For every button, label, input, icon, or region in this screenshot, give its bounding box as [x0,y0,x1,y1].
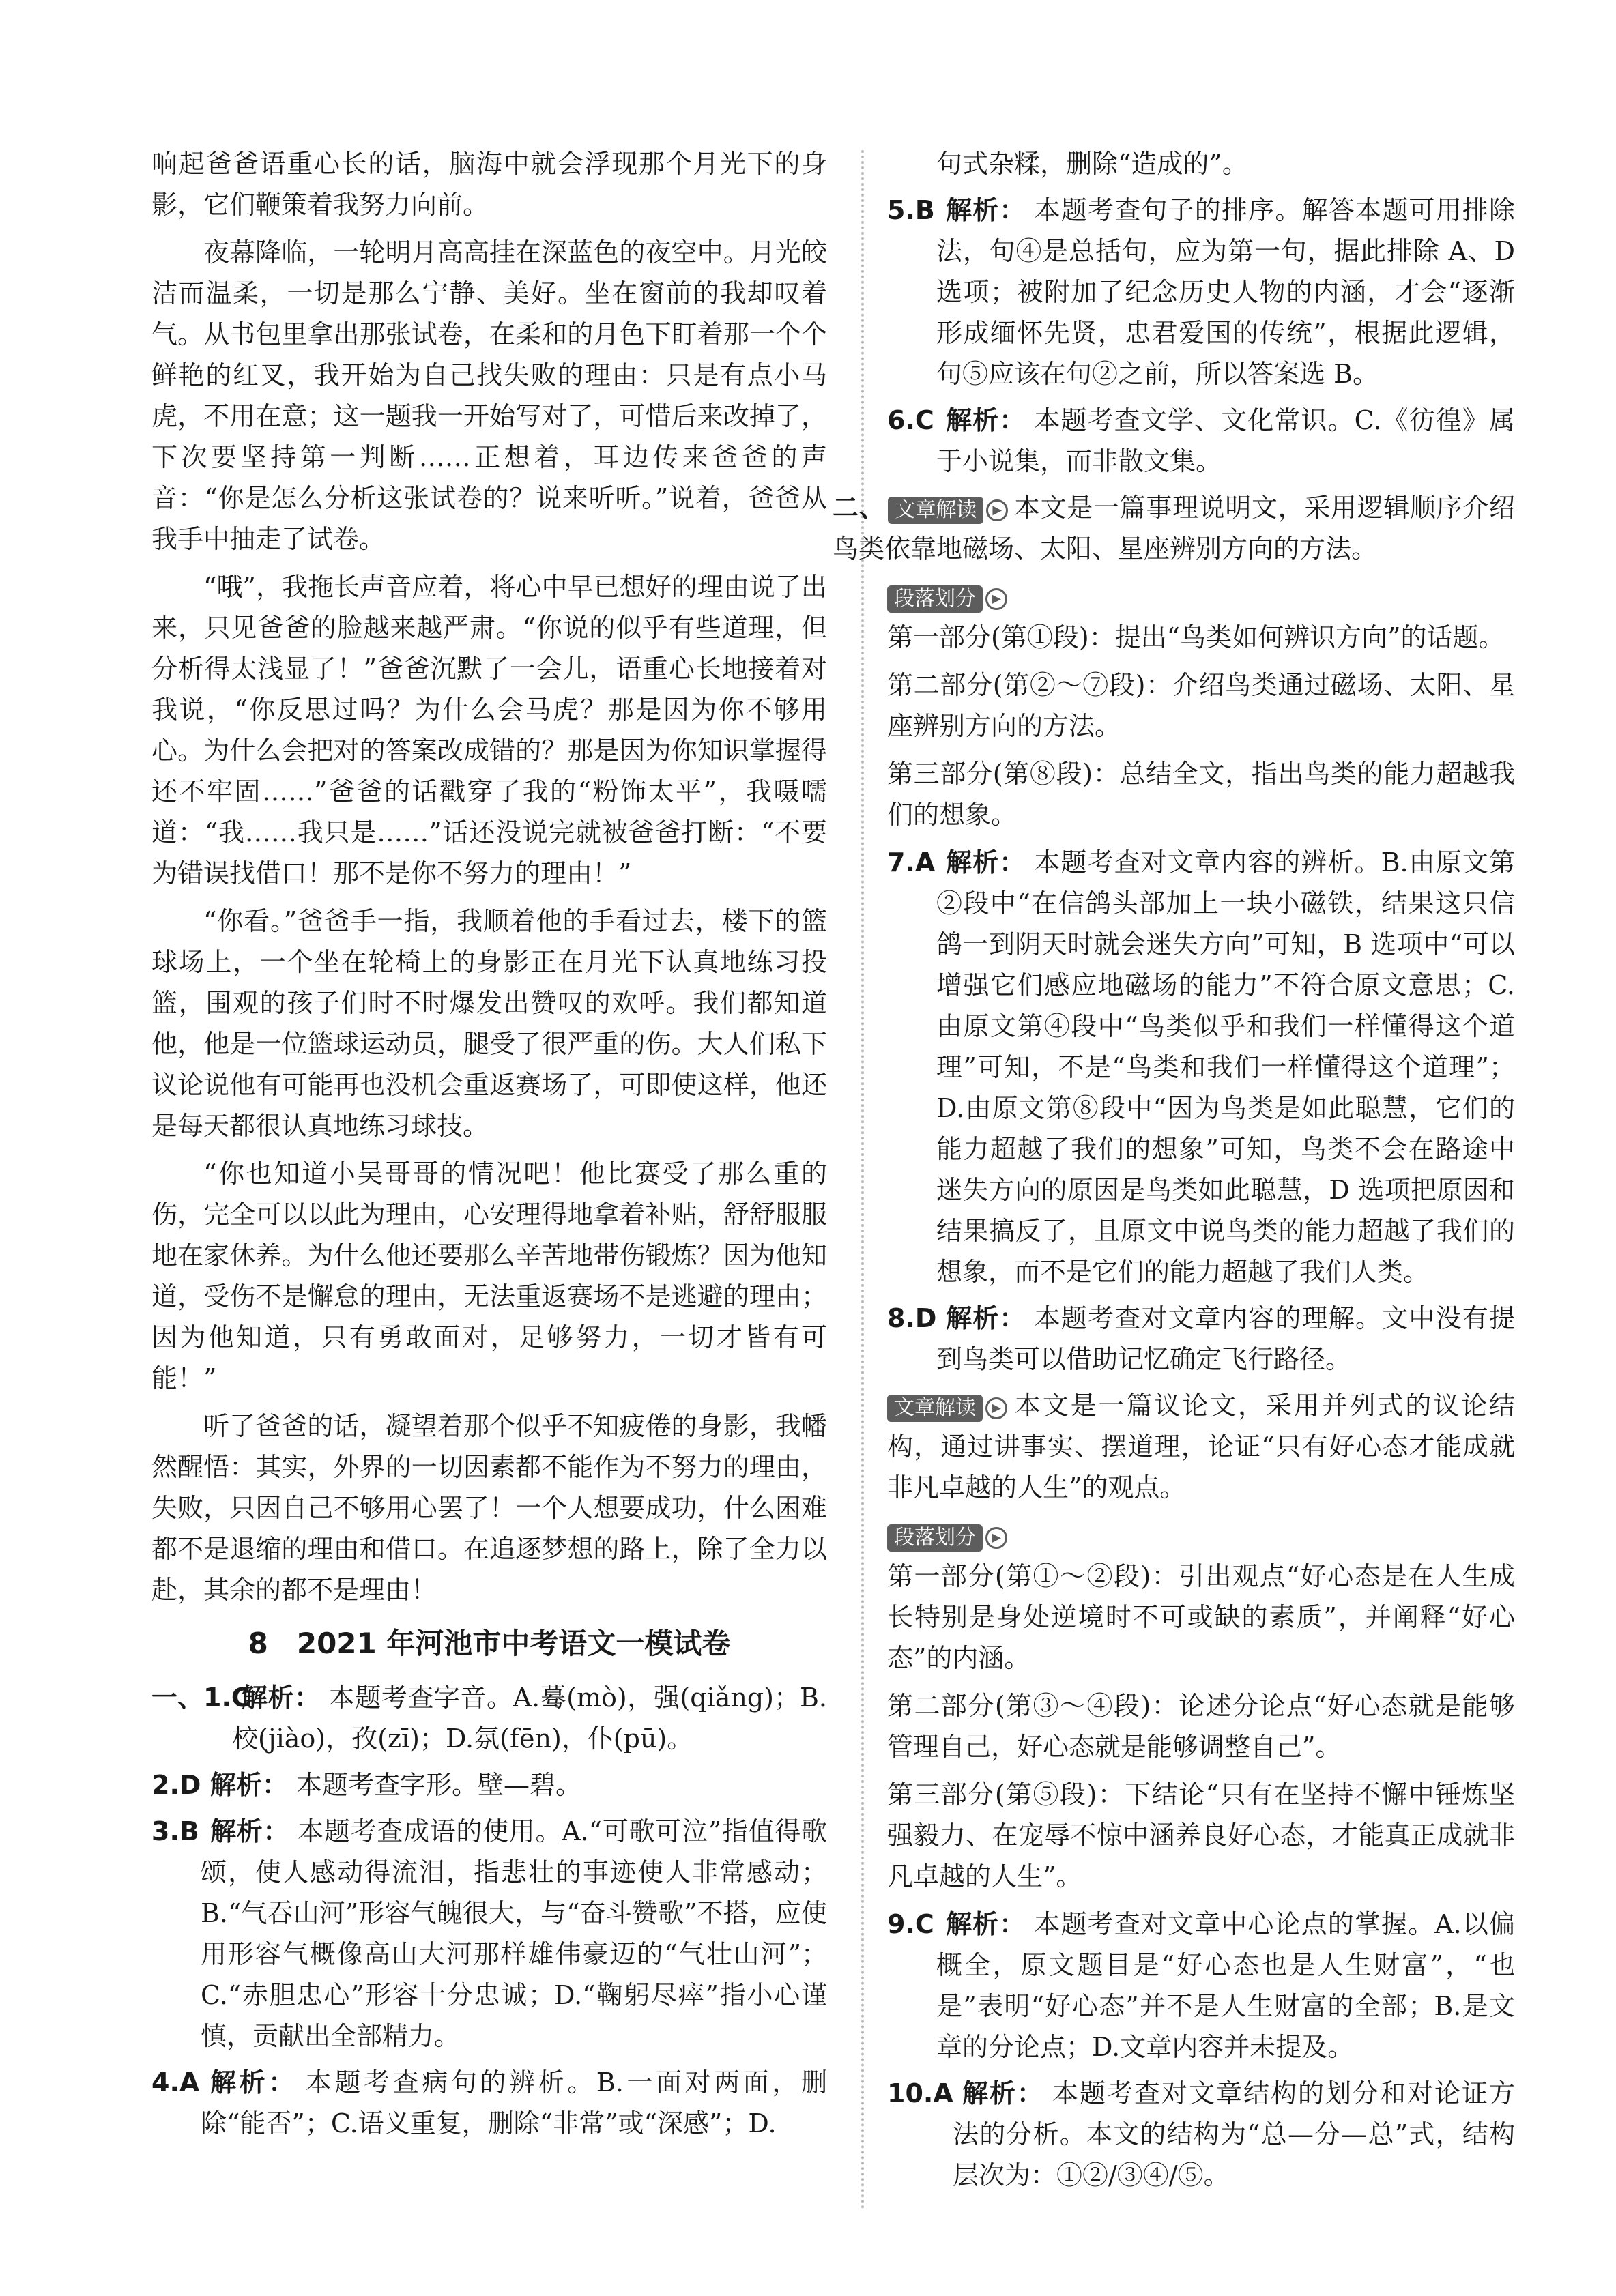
answer-text: 本题考查对文章内容的理解。文中没有提到鸟类可以借助记忆确定飞行路径。 [936,1303,1515,1374]
reading-intro-2 [887,1385,1515,1508]
part-item: 第三部分(第⑧段)：总结全文，指出鸟类的能力超越我们的想象。 [887,759,1515,830]
answer-text: 本题考查病句的辨析。B.一面对两面，删除“能否”；C.语义重复，删除“非常”或“深感”；D. [201,2067,827,2138]
circled-right-arrow-icon: ▶ [985,1397,1007,1419]
answer-q9 [887,1904,1515,2067]
story-paragraph-6: 听了爸爸的话，凝望着那个似乎不知疲倦的身影，我幡然醒悟：其实，外界的一切因素都不能作为不努力的理由，失败，只因自己不够用心罢了！一个人想要成功，什么困难都不是退缩的理由和借口。在追逐梦想的路上，除了全力以赴，其余的都不是理由！ [152,1411,827,1605]
answer-text: 本题考查成语的使用。A.“可歌可泣”指值得歌颂，使人感动得流泪，指悲壮的事迹使人非常感动；B.“气吞山河”形容气魄很大，与“奋斗赞歌”不搭，应使用形容气概像高山大河那样雄伟豪迈的“气壮山河”；C.“赤胆忠心”形容十分忠诚；D.“鞠躬尽瘁”指小心谨慎，贡献出全部精力。 [201,1816,827,2051]
part-item: 第二部分(第③～④段)：论述分论点“好心态就是能够管理自己，好心态就是能够调整自己”。 [887,1691,1515,1762]
circled-right-arrow-icon: ▶ [985,588,1007,610]
answer-q8 [887,1298,1515,1380]
answer-q2 [152,1764,827,1805]
answer-text: 本题考查对文章结构的划分和对论证方法的分析。本文的结构为“总—分—总”式，结构层次为：①②/③④/⑤。 [953,2078,1515,2190]
answer-q10 [887,2073,1515,2196]
circled-right-arrow-icon: ▶ [985,1527,1007,1549]
paragraph-division-badge: 段落划分 [887,585,983,613]
story-paragraph-1: 响起爸爸语重心长的话，脑海中就会浮现那个月光下的身影，它们鞭策着我努力向前。 [152,149,827,220]
answer-text: 本题考查字音。A.蓦(mò)，强(qiǎng)；B.校(jiào)，孜(zī)；D.氛(fēn)，仆(pū)。 [232,1683,827,1754]
answer-number: 10.A [887,2078,953,2108]
analysis-label: 解析： [242,1683,321,1713]
paragraph-division-1 [887,576,1515,617]
part-item: 第二部分(第②～⑦段)：介绍鸟类通过磁场、太阳、星座辨别方向的方法。 [887,670,1515,741]
part-item: 第三部分(第⑤段)：下结论“只有在坚持不懈中锤炼坚强毅力、在宠辱不惊中涵养良好心态，才能真正成就非凡卓越的人生”。 [887,1779,1515,1891]
story-paragraph-4: “你看。”爸爸手一指，我顺着他的手看过去，楼下的篮球场上，一个坐在轮椅上的身影正在月光下认真地练习投篮，围观的孩子们时不时爆发出赞叹的欢呼。我们都知道他，他是一位篮球运动员，腿受了很严重的伤。大人们私下议论说他有可能再也没机会重返赛场了，可即使这样，他还是每天都很认真地练习球技。 [152,906,827,1141]
answer-q3 [152,1811,827,2057]
answer-number: 2.D [152,1770,201,1800]
analysis-label: 解析： [210,1816,290,1846]
story-paragraph-2: 夜幕降临，一轮明月高高挂在深蓝色的夜空中。月光皎洁而温柔，一切是那么宁静、美好。坐在窗前的我却叹着气。从书包里拿出那张试卷，在柔和的月色下盯着那一个个鲜艳的红叉，我开始为自己找失败的理由：只是有点小马虎，不用在意；这一题我一开始写对了，可惜后来改掉了，下次要坚持第一判断……正想着，耳边传来爸爸的声音：“你是怎么分析这张试卷的？说来听听。”说着，爸爸从我手中抽走了试卷。 [152,237,827,554]
answer-number: 6.C [887,405,934,435]
answer-number: 3.B [152,1816,199,1846]
answer-q4-continued [887,143,1515,184]
analysis-label: 解析： [210,1770,289,1800]
answer-q5 [887,190,1515,394]
part-item: 第一部分(第①～②段)：引出观点“好心态是在人生成长特别是身处逆境时不可或缺的素质”，并阐释“好心态”的内涵。 [887,1561,1515,1673]
analysis-label: 解析： [946,195,1026,225]
analysis-label: 解析： [210,2067,298,2097]
reading-text: 本文是一篇事理说明文，采用逻辑顺序介绍鸟类依靠地磁场、太阳、星座辨别方向的方法。 [833,493,1515,564]
part-item: 第一部分(第①段)：提出“鸟类如何辨识方向”的话题。 [887,622,1505,652]
answer-number: 7.A [887,847,936,877]
reading-text: 本文是一篇议论文，采用并列式的议论结构，通过讲事实、摆道理，论证“只有好心态才能成就非凡卓越的人生”的观点。 [887,1391,1515,1502]
answer-q4 [152,2062,827,2144]
analysis-label: 解析： [946,847,1026,877]
answer-number: 4.A [152,2067,200,2097]
story-paragraph-3: “哦”，我拖长声音应着，将心中早已想好的理由说了出来，只见爸爸的脸越来越严肃。“你说的似乎有些道理，但分析得太浅显了！”爸爸沉默了一会儿，语重心长地接着对我说，“你反思过吗？为什么会马虎？那是因为你不够用心。为什么会把对的答案改成错的？那是因为你知识掌握得还不牢固……”爸爸的话戳穿了我的“粉饰太平”，我嗫嚅道：“我……我只是……”话还没说完就被爸爸打断：“不要为错误找借口！那不是你不努力的理由！” [152,572,827,888]
article-reading-badge: 文章解读 [887,1395,983,1422]
paragraph-division-badge: 段落划分 [887,1524,983,1552]
analysis-label: 解析： [946,405,1026,435]
answer-text: 本题考查字形。壁—碧。 [296,1770,582,1800]
section-number: 二、 [833,493,886,523]
answer-number: 5.B [887,195,935,225]
answer-text: 本题考查句子的排序。解答本题可用排除法，句④是总括句，应为第一句，据此排除 A、D 选项；被附加了纪念历史人物的内涵，才会“逐渐形成缅怀先贤，忠君爱国的传统”，根据此逻辑，句⑤应该在句②之前，所以答案选 B。 [936,195,1515,389]
answer-text: 本题考查对文章中心论点的掌握。A.以偏概全，原文题目是“好心态也是人生财富”，“也是”表明“好心态”并不是人生财富的全部；B.是文章的分论点；D.文章内容并未提及。 [936,1909,1515,2062]
test-title: 8 2021 年河池市中考语文一模试卷 [248,1627,731,1660]
answer-q1 [152,1677,827,1759]
story-paragraph-5: “你也知道小吴哥哥的情况吧！他比赛受了那么重的伤，完全可以以此为理由，心安理得地拿着补贴，舒舒服服地在家休养。为什么他还要那么辛苦地带伤锻炼？因为他知道，受伤不是懈怠的理由，无法重返赛场不是逃避的理由；因为他知道，只有勇敢面对，足够努力，一切才皆有可能！” [152,1159,827,1393]
reading-intro-1 [833,487,1515,569]
circled-right-arrow-icon: ▶ [986,499,1008,521]
column-divider [861,150,864,2211]
answer-number: 一、1.C [152,1683,250,1713]
answer-number: 9.C [887,1909,934,1939]
analysis-label: 解析： [946,1909,1026,1939]
article-reading-badge: 文章解读 [888,497,983,524]
analysis-label: 解析： [946,1303,1026,1333]
answer-number: 8.D [887,1303,937,1333]
analysis-label: 解析： [962,2078,1044,2108]
answer-q6 [887,400,1515,482]
left-column [152,143,827,2149]
answer-q7 [887,842,1515,1292]
answer-text: 句式杂糅，删除“造成的”。 [936,149,1248,179]
paragraph-division-2 [887,1515,1515,1556]
answer-text: 本题考查文学、文化常识。C.《彷徨》属于小说集，而非散文集。 [936,405,1515,476]
right-column [833,143,1515,2201]
answer-text: 本题考查对文章内容的辨析。B.由原文第②段中“在信鸽头部加上一块小磁铁，结果这只信鸽一到阴天时就会迷失方向”可知，B 选项中“可以增强它们感应地磁场的能力”不符合原文意思；C.由原文第④段中“鸟类似乎和我们一样懂得这个道理”可知，不是“鸟类和我们一样懂得这个道理”；D.由原文第⑧段中“因为鸟类是如此聪慧，它们的能力超越了我们的想象”可知，鸟类不会在路途中迷失方向的原因是鸟类如此聪慧，D 选项把原因和结果搞反了，且原文中说鸟类的能力超越了我们的想象，而不是它们的能力超越了我们人类。 [936,847,1515,1287]
